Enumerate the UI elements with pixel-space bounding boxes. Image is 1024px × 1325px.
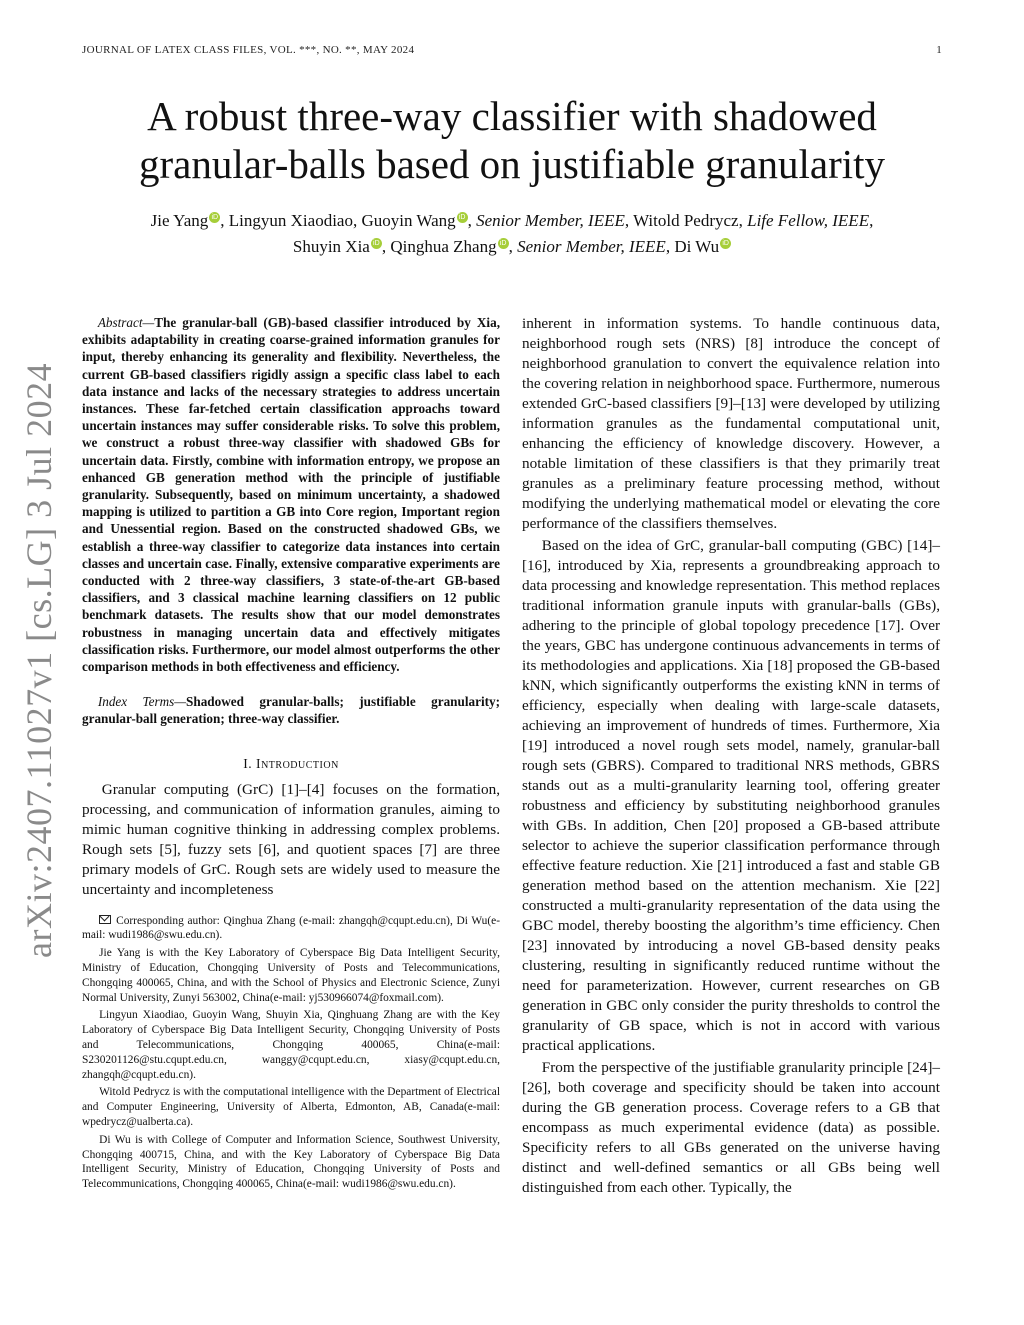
abstract-text: The granular-ball (GB)-based classifier introduced by Xia, exhibits adaptability in creating coarse-grained information granules for input, thereby enhancing its generality and flexibility. Nevertheless, the current GB-based classifiers rigidly assign a specific class label to each data instance and lacks of the necessary strategies to address uncertain instances. These far-fetched certain classification approachs toward uncertain instances may suffer considerable risks. To solve this problem, we construct a robust three-way classifier with shadowed GBs for uncertain data. Firstly, combine with information entropy, we propose an enhanced GB generation method with the principle of justifiable granularity. Subsequently, based on minimum uncertainty, a shadowed mapping is utilized to partition a GB into Core region, Important region and Unessential region. Based on the constructed shadowed GBs, we establish a three-way classifier to categorize data instances into certain classes and uncertain case. Finally, extensive comparative experiments are conducted with 2 three-way classifiers, 3 state-of-the-art GB-based classifiers, and 3 classical machine learning classifiers on 12 public benchmark datasets. The results show that our model demonstrates robustness in managing uncertain data and effectively mitigates classification risks. Furthermore, our model almost outperforms the other comparison methods in both effectiveness and efficiency. bbox=[82, 315, 500, 675]
left-column bbox=[82, 314, 500, 1195]
page-number: 1 bbox=[936, 44, 942, 56]
paper-title bbox=[82, 92, 942, 188]
body-paragraph: Based on the idea of GrC, granular-ball computing (GBC) [14]–[16], introduced by Xia, represents a groundbreaking approach to data processing and knowledge representation. This method replaces traditional information granule inputs with granular-balls (GBs), adhering to the principle of global topology precedence [17]. Over the years, GBC has undergone continuous advancements in terms of its methodologies and applications. Xia [18] proposed the GB-based kNN, which significantly outperforms the existing kNN in terms of efficiency, especially when dealing with large-scale datasets, achieving an improvement of hundreds of times. Furthermore, Xia [19] introduced a novel rough sets model, namely, granular-ball rough sets (GBRS). Compared to traditional NRS methods, GBRS stands out as a multi-granularity learning tool, offering greater robustness and efficiency by substituting neighborhood granules with GBs. In addition, Chen [20] proposed a GB-based attribute selector to achieve the superior classification performance through effective feature reduction. Xie [21] introduced a fast and stable GB generation method based on the attention mechanism. Xie [22] constructed a multi-granularity representation of the data using the GBC model, thereby boosting the algorithm’s time efficiency. Chen [23] innovated by introducing a novel GB-based density peaks clustering, resulting in significantly reduced runtime without the need for parameterization. However, current researches on GB generation in GBC only consider the purity thresholds to control the granularity of GB space, which is not in accord with various practical applications. bbox=[522, 537, 940, 1054]
footnote-text: Corresponding author: Qinghua Zhang (e-mail: zhangqh@cqupt.edu.cn), Di Wu(e-mail: wudi1986@swu.edu.cn). bbox=[82, 914, 500, 942]
author-name: Witold Pedrycz bbox=[633, 211, 739, 230]
author-name: Shuyin Xia bbox=[292, 237, 370, 256]
section-title: Introduction bbox=[256, 755, 339, 771]
footnote-affiliation: Witold Pedrycz is with the computational intelligence with the Department of Electrical and Computer Engineering, University of Alberta, Edmonton, AB, Canada(e-mail: wpedrycz@ualberta.ca). bbox=[82, 1086, 500, 1129]
title-line-2: granular-balls based on justifiable granularity bbox=[138, 141, 886, 187]
index-terms-label: Index Terms— bbox=[97, 694, 187, 710]
section-heading bbox=[82, 756, 500, 772]
footnote-corresponding bbox=[82, 914, 500, 944]
author-name: Di Wu bbox=[674, 237, 720, 256]
author-role: Life Fellow, IEEE bbox=[747, 211, 870, 230]
right-column bbox=[522, 314, 940, 1198]
abstract bbox=[82, 314, 500, 675]
footnote-affiliation: Lingyun Xiaodiao, Guoyin Wang, Shuyin Xia, Qinghuang Zhang are with the Key Laboratory of Cyberspace Big Data Intelligent Security, Chongqing University of Posts and Telecommunications, Chongqing 400065, China(e-mail: S230201126@stu.cqupt.edu.cn, wanggy@cqupt.edu.cn, xiasy@cqupt.edu.cn, zhangqh@cqupt.edu.cn). bbox=[82, 1009, 500, 1081]
journal-header: JOURNAL OF LATEX CLASS FILES, VOL. ***, NO. **, MAY 2024 bbox=[82, 44, 415, 56]
orcid-icon[interactable]: iD bbox=[720, 238, 731, 249]
author-name: Jie Yang bbox=[150, 211, 209, 230]
author-name: Qinghua Zhang bbox=[390, 237, 497, 256]
section-numeral: I. bbox=[243, 755, 253, 771]
body-paragraph: inherent in information systems. To handle continuous data, neighborhood rough sets (NRS) [8] introduce the concept of neighborhood granulation to convert the equivalence relation into the covering relation in neighborhood space. Furthermore, numerous extended GrC-based classifiers [9]–[13] were developed by utilizing information granules as the fundamental computational unit, enhancing the efficiency of knowledge discovery. However, a notable limitation of these classifiers is that they primarily treat granules as a preliminary feature processing method, without modifying the underlying mathematical model or elevating the core performance of the classifiers themselves. bbox=[522, 315, 940, 532]
author-role: Senior Member, IEEE bbox=[517, 237, 666, 256]
orcid-icon[interactable]: iD bbox=[457, 212, 468, 223]
abstract-label: Abstract— bbox=[97, 315, 155, 330]
orcid-icon[interactable]: iD bbox=[498, 238, 509, 249]
body-paragraph: From the perspective of the justifiable granularity principle [24]–[26], both coverage and specificity should be taken into account during the GB generation process. Coverage refers to a GB that encompass as much experimental evidence (data) as possible. Specificity refers to all GBs generated on the universe having distinct and well-defined semantics or all GBs being well distinguished from each other. Typically, the bbox=[522, 1059, 940, 1196]
index-terms-text: Shadowed granular-balls; justifiable granularity; granular-ball generation; three-way classifier. bbox=[82, 694, 500, 727]
index-terms bbox=[82, 693, 500, 727]
footnote-separator bbox=[82, 900, 500, 914]
orcid-icon[interactable]: iD bbox=[371, 238, 382, 249]
intro-paragraph: Granular computing (GrC) [1]–[4] focuses on the formation, processing, and communication of information granules, aiming to mimic human cognitive thinking in addressing complex problems. Rough sets [5], fuzzy sets [6], and quotient spaces [7] are three primary models of GrC. Rough sets are widely used to measure the uncertainty and incompleteness bbox=[82, 780, 500, 898]
author-role: Senior Member, IEEE bbox=[476, 211, 625, 230]
title-line-1: A robust three-way classifier with shadowed bbox=[147, 93, 877, 139]
author-name: Lingyun Xiaodiao, Guoyin Wang bbox=[228, 211, 456, 230]
author-list: Jie Yang iD , Lingyun Xiaodiao, Guoyin Wang iD , Senior Member, IEEE, Witold Pedrycz, Life Fellow, IEEE, Shuyin Xia iD , Qinghua Zhang iD , Senior Member, IEEE, Di Wu iD bbox=[150, 211, 874, 256]
footnote-affiliation: Di Wu is with College of Computer and Information Science, Southwest University, Chongqing 400715, China, and with the Key Laboratory of Cyberspace Big Data Intelligent Security, Ministry of Education, Chongqing University of Posts and Telecommunications, Chongqing 400065, China(e-mail: wudi1986@swu.edu.cn). bbox=[82, 1133, 500, 1191]
orcid-icon[interactable]: iD bbox=[209, 212, 220, 223]
envelope-icon bbox=[99, 915, 111, 924]
running-head bbox=[82, 44, 942, 56]
arxiv-identifier: arXiv:2407.11027v1 [cs.LG] 3 Jul 2024 bbox=[19, 362, 59, 958]
footnote-affiliation: Jie Yang is with the Key Laboratory of Cyberspace Big Data Intelligent Security, Ministry of Education, Chongqing University of Posts and Telecommunications, Chongqing 400065, China, and with the School of Physics and Electronic Science, Zunyi Normal University, Zunyi 563002, China(e-mail: yj530966074@foxmail.com). bbox=[82, 947, 500, 1004]
